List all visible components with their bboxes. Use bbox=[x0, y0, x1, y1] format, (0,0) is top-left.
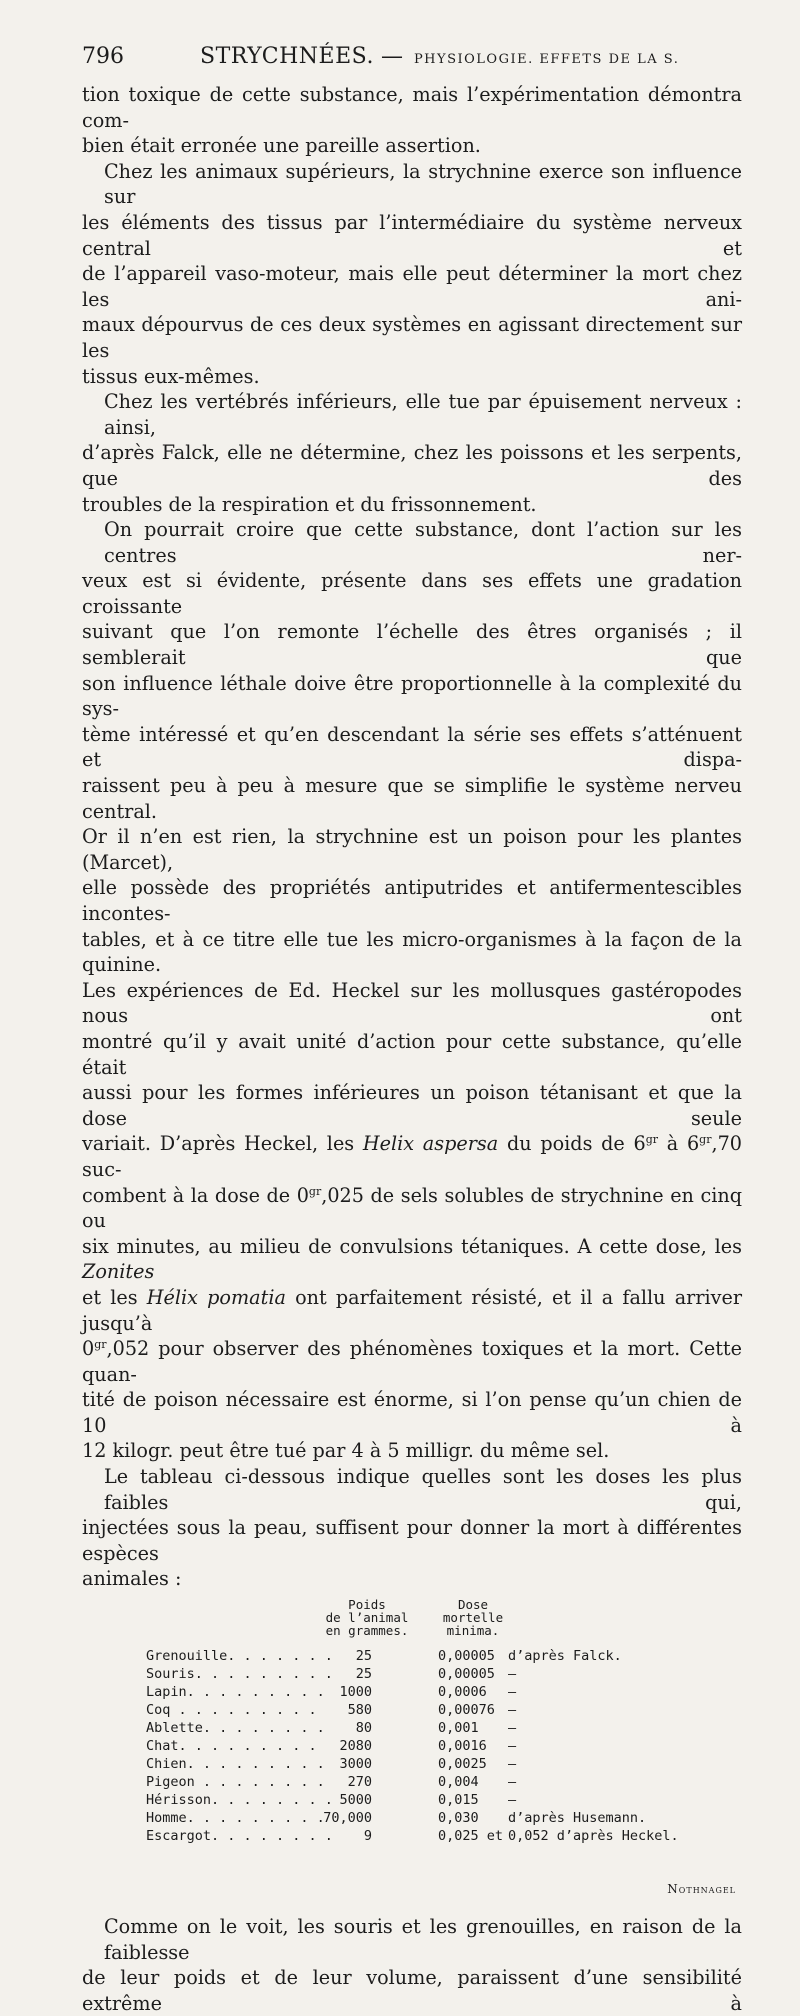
text-line: de leur poids et de leur volume, paraissent d’une sensibilité extrême à bbox=[82, 1966, 742, 2015]
table-row bbox=[82, 1738, 742, 1755]
text-line: aussi pour les formes inférieures un poison tétanisant et que la dose seule bbox=[82, 1081, 742, 1130]
table-row bbox=[82, 1684, 742, 1701]
text-line: maux dépourvus de ces deux systèmes en agissant directement sur les bbox=[82, 313, 742, 362]
source-note: — bbox=[508, 1774, 517, 1791]
animal-name: Souris. . . . . . . . . bbox=[146, 1666, 333, 1683]
table-row bbox=[82, 1810, 742, 1827]
text-line: variait. D’après Heckel, les Helix aspersa du poids de $6^{gr}$ à $6^{gr},70$ suc- bbox=[82, 1132, 742, 1181]
chapter-title: STRYCHNÉES. bbox=[200, 44, 374, 69]
page bbox=[82, 44, 742, 2016]
paragraph bbox=[82, 1515, 742, 1592]
animal-name: Homme. . . . . . . . . bbox=[146, 1810, 325, 1827]
animal-name: Escargot. . . . . . . . bbox=[146, 1828, 333, 1845]
source-note: — bbox=[508, 1792, 517, 1809]
animal-name: Chien. . . . . . . . . bbox=[146, 1756, 325, 1773]
table-row bbox=[82, 1828, 742, 1845]
lethal-dose: 0,001 bbox=[438, 1720, 479, 1737]
lethal-dose: 0,00005 bbox=[438, 1648, 495, 1665]
text-line: Chez les vertébrés inférieurs, elle tue par épuisement nerveux : ainsi, bbox=[104, 390, 742, 439]
lethal-dose: 0,0025 bbox=[438, 1756, 487, 1773]
text-line: Or il n’en est rien, la strychnine est un poison pour les plantes (Marcet), bbox=[82, 825, 742, 874]
text-line: combent à la dose de $0^{gr},025$ de sels solubles de strychnine en cinq ou bbox=[82, 1183, 742, 1233]
lethal-dose: 0,0016 bbox=[438, 1738, 487, 1755]
paragraph bbox=[82, 210, 742, 389]
animal-name: Ablette. . . . . . . . bbox=[146, 1720, 325, 1737]
text-line: tité de poison nécessaire est énorme, si l’on pense qu’un chien de 10 à bbox=[82, 1388, 742, 1437]
header-dash: — bbox=[380, 44, 403, 69]
source-note: — bbox=[508, 1684, 517, 1701]
animal-name: Pigeon . . . . . . . . bbox=[146, 1774, 325, 1791]
animal-name: Coq . . . . . . . . . bbox=[146, 1702, 317, 1719]
table-row bbox=[82, 1648, 742, 1665]
table-row bbox=[82, 1756, 742, 1773]
paragraph bbox=[82, 517, 742, 568]
animal-weight: 9 bbox=[363, 1828, 372, 1845]
animal-weight: 580 bbox=[347, 1702, 372, 1719]
source-note: — bbox=[508, 1738, 517, 1755]
source-note: 0,052 d’après Heckel. bbox=[508, 1828, 679, 1845]
text-line: tables, et à ce titre elle tue les micro-organismes à la façon de la quinine. bbox=[82, 927, 742, 977]
toxicity-table bbox=[82, 1598, 742, 1888]
page-number: 796 bbox=[82, 44, 124, 69]
table-row bbox=[82, 1774, 742, 1791]
source-note: — bbox=[508, 1720, 517, 1737]
lethal-dose: 0,0006 bbox=[438, 1684, 487, 1701]
paragraph bbox=[82, 440, 742, 517]
lethal-dose: 0,00005 bbox=[438, 1666, 495, 1683]
table-row bbox=[82, 1720, 742, 1737]
animal-name: Hérisson. . . . . . . . bbox=[146, 1792, 333, 1809]
text-line: et les Hélix pomatia ont parfaitement résisté, et il a fallu arriver jusqu’à bbox=[82, 1285, 742, 1335]
animal-weight: 1000 bbox=[339, 1684, 372, 1701]
lethal-dose: 0,00076 bbox=[438, 1702, 495, 1719]
text-line: veux est si évidente, présente dans ses effets une gradation croissante bbox=[82, 569, 742, 618]
closing-paragraph bbox=[82, 1914, 742, 2016]
text-line: d’après Falck, elle ne détermine, chez les poissons et les serpents, que des bbox=[82, 441, 742, 490]
source-note: d’après Falck. bbox=[508, 1648, 622, 1665]
text-line: 12 kilogr. peut être tué par 4 à 5 milligr. du même sel. bbox=[82, 1439, 610, 1463]
text-line: montré qu’il y avait unité d’action pour cette substance, qu’elle était bbox=[82, 1029, 742, 1079]
text-line: de l’appareil vaso-moteur, mais elle peut déterminer la mort chez les ani- bbox=[82, 262, 742, 311]
paragraph bbox=[82, 1464, 742, 1515]
text-line: animales : bbox=[82, 1567, 182, 1591]
lethal-dose: 0,030 bbox=[438, 1810, 479, 1827]
source-note: — bbox=[508, 1702, 517, 1719]
animal-name: Chat. . . . . . . . . bbox=[146, 1738, 317, 1755]
paragraph bbox=[82, 159, 742, 210]
text-line: Chez les animaux supérieurs, la strychnine exerce son influence sur bbox=[104, 159, 742, 209]
text-line: $0^{gr},052$ pour observer des phénomènes toxiques et la mort. Cette quan- bbox=[82, 1337, 742, 1386]
text-line: Les expériences de Ed. Heckel sur les mollusques gastéropodes nous ont bbox=[82, 978, 742, 1028]
text-line: injectées sous la peau, suffisent pour donner la mort à différentes espèces bbox=[82, 1516, 742, 1565]
animal-weight: 70,000 bbox=[323, 1810, 372, 1827]
body-text bbox=[82, 82, 742, 1592]
text-line: raissent peu à peu à mesure que se simplifie le système nerveu central. bbox=[82, 774, 742, 823]
animal-weight: 25 bbox=[355, 1648, 372, 1665]
paragraph bbox=[82, 1914, 742, 1965]
animal-weight: 2080 bbox=[339, 1738, 372, 1755]
table-row bbox=[82, 1702, 742, 1719]
text-line: Le tableau ci-dessous indique quelles sont les doses les plus faibles qui, bbox=[104, 1465, 742, 1514]
text-line: tion toxique de cette substance, mais l’expérimentation démontra com- bbox=[82, 83, 742, 132]
table-row bbox=[82, 1792, 742, 1809]
animal-weight: 80 bbox=[355, 1720, 372, 1737]
animal-weight: 270 bbox=[347, 1774, 372, 1791]
text-line: elle possède des propriétés antiputrides et antifermentescibles incontes- bbox=[82, 876, 742, 925]
section-subtitle: PHYSIOLOGIE. EFFETS DE LA S. bbox=[413, 52, 680, 67]
text-line: son influence léthale doive être proportionnelle à la complexité du sys- bbox=[82, 671, 742, 721]
text-line: tème intéressé et qu’en descendant la série ses effets s’atténuent et dispa- bbox=[82, 722, 742, 772]
text-line: bien était erronée une pareille assertion. bbox=[82, 134, 481, 158]
paragraph bbox=[82, 389, 742, 440]
animal-weight: 5000 bbox=[339, 1792, 372, 1809]
running-header bbox=[82, 44, 742, 78]
text-line: Comme on le voit, les souris et les grenouilles, en raison de la faiblesse bbox=[104, 1915, 742, 1964]
text-line: les éléments des tissus par l’intermédiaire du système nerveux central et bbox=[82, 210, 742, 260]
source-note: — bbox=[508, 1666, 517, 1683]
column-header-dose: Dose mortelle minima. bbox=[442, 1597, 504, 1639]
signature: Nothnagel bbox=[667, 1882, 736, 1897]
lethal-dose: 0,015 bbox=[438, 1792, 479, 1809]
lethal-dose: 0,004 bbox=[438, 1774, 479, 1791]
text-line: tissus eux-mêmes. bbox=[82, 364, 260, 388]
animal-weight: 3000 bbox=[339, 1756, 372, 1773]
paragraph bbox=[82, 568, 742, 1464]
column-header-poids: Poids de l’animal en grammes. bbox=[325, 1597, 409, 1639]
paragraph bbox=[82, 82, 742, 159]
animal-name: Grenouille. . . . . . . bbox=[146, 1648, 333, 1665]
text-line: On pourrait croire que cette substance, dont l’action sur les centres ner- bbox=[104, 518, 742, 567]
text-line: six minutes, au milieu de convulsions tétaniques. A cette dose, les Zonites bbox=[82, 1234, 742, 1284]
lethal-dose: 0,025 et bbox=[438, 1828, 504, 1845]
text-line: suivant que l’on remonte l’échelle des êtres organisés ; il semblerait que bbox=[82, 620, 742, 670]
source-note: — bbox=[508, 1756, 517, 1773]
animal-name: Lapin. . . . . . . . . bbox=[146, 1684, 325, 1701]
table-row bbox=[82, 1666, 742, 1683]
text-line: troubles de la respiration et du frissonnement. bbox=[82, 492, 537, 516]
animal-weight: 25 bbox=[355, 1666, 372, 1683]
paragraph bbox=[82, 1965, 742, 2016]
source-note: d’après Husemann. bbox=[508, 1810, 647, 1827]
